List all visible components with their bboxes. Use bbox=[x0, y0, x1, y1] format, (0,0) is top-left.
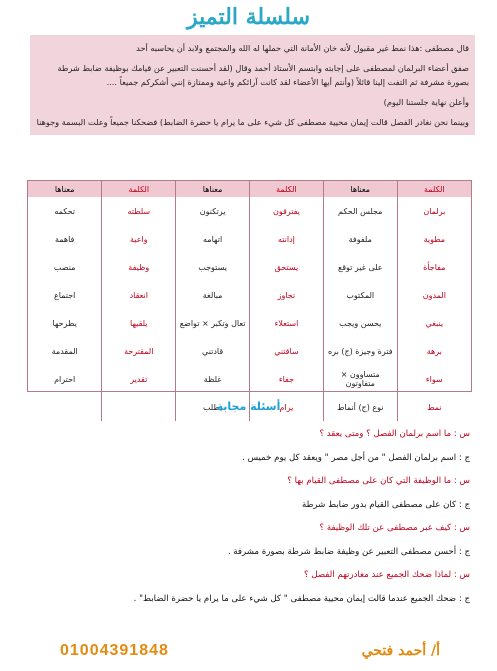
question-line: س : لماذا ضحك الجميع عند مغادرتهم الفصل ؟ bbox=[304, 570, 470, 580]
intro-paragraph-2: صفق أعضاء البرلمان لمصطفى على إجابته وابتسم الأستاذ أحمد وقال (لقد أحسنت التعبير عن قيامك بوظيفة ضابط شرطة بصورة مشرفة ثم التفت إلينا قائلاً (وأنتم أيها الأعضاء لقد كانت آرائكم واعية وممتازة إنني أشكركم جميعاً .... bbox=[57, 63, 469, 87]
vocab-meaning-cell: نوع (ج) أنماط bbox=[323, 393, 397, 421]
vocab-word-cell: تجاوز bbox=[250, 281, 324, 309]
question-line: س : ما الوظيفة التي كان على مصطفى القيام بها ؟ bbox=[287, 476, 470, 486]
vocab-meaning-cell: ملفوفة bbox=[323, 225, 397, 253]
vocab-word-cell: مفاجأة bbox=[397, 253, 471, 281]
question-line: س : كيف عبر مصطفى عن تلك الوظيفة ؟ bbox=[319, 523, 470, 533]
vocab-meaning-cell: يطرحها bbox=[52, 318, 77, 328]
vocab-meaning-cell: فاهمة bbox=[54, 234, 75, 244]
vocab-meaning-cell: غلظة bbox=[176, 365, 250, 393]
vocab-meaning-cell: منصب bbox=[53, 262, 76, 272]
column-header-meaning: معناها bbox=[176, 181, 250, 197]
vocab-word-cell: المدون bbox=[397, 281, 471, 309]
vocab-word-cell: يفترقون bbox=[250, 197, 324, 225]
vocab-meaning-cell: يطلب bbox=[176, 393, 250, 421]
vocab-word-cell: مطوية bbox=[397, 225, 471, 253]
vocab-word-cell: ساقتني bbox=[250, 337, 324, 365]
phone-number: 01004391848 bbox=[60, 642, 169, 659]
vocab-word-cell: جفاء bbox=[250, 365, 324, 393]
column-header-word: الكلمة bbox=[250, 181, 324, 197]
column-header-meaning: معناها bbox=[323, 181, 397, 197]
answer-line: ج : كان على مصطفى القيام بدور ضابط شرطة bbox=[301, 499, 470, 510]
table-header-row bbox=[28, 181, 471, 197]
vocab-meaning-cell: اجتماع bbox=[53, 290, 76, 300]
vocab-word-cell: نمط bbox=[397, 393, 471, 421]
column-header-word: الكلمة bbox=[397, 181, 471, 197]
vocab-word-cell: يستحق bbox=[250, 253, 324, 281]
vocab-meaning-cell: فترة وجيزة (ج) بره bbox=[323, 337, 397, 365]
footer bbox=[60, 642, 440, 660]
vocab-meaning-cell: احترام bbox=[54, 374, 76, 384]
column-header-meaning: معناها bbox=[28, 181, 102, 197]
vocab-meaning-cell: يحسن ويجب bbox=[323, 309, 397, 337]
vocab-word-cell: المقترحة bbox=[102, 337, 176, 365]
table-row bbox=[28, 337, 471, 365]
vocab-word-cell: إدانته bbox=[250, 225, 324, 253]
vocab-word-cell: يرام bbox=[250, 393, 324, 421]
vocab-word-cell: سواء bbox=[397, 365, 471, 393]
column-header-word: الكلمة bbox=[102, 181, 176, 197]
vocab-meaning-cell: مبالغة bbox=[176, 281, 250, 309]
vocab-meaning-cell: قادتني bbox=[176, 337, 250, 365]
vocab-meaning-cell: المكتوب bbox=[323, 281, 397, 309]
intro-paragraph-3: وأعلن نهاية جلستنا اليوم) bbox=[383, 97, 469, 107]
qa-section-title: أسئلة مجابة bbox=[216, 400, 281, 413]
table-row bbox=[28, 253, 471, 281]
author-name: أ/ أحمد فتحي bbox=[361, 643, 440, 659]
vocab-meaning-cell: يرتكنون bbox=[176, 197, 250, 225]
answer-line: ج : ضحك الجميع عندما قالت إيمان محيية مصطفى " كل شيء على ما يرام يا حضرة الضابط" . bbox=[133, 593, 470, 604]
answer-line: ج : أحسن مصطفى التعبير عن وظيفة ضابط شرطة بصورة مشرفة . bbox=[227, 546, 470, 557]
vocab-word-cell: واعية bbox=[102, 225, 176, 253]
vocab-meaning-cell: تعال وتكبر × تواضع bbox=[176, 309, 250, 337]
vocab-meaning-cell: يستوجب bbox=[176, 253, 250, 281]
vocab-meaning-cell: تحكمه bbox=[54, 206, 76, 216]
vocab-word-cell: سلطته bbox=[102, 197, 176, 225]
table-row bbox=[28, 309, 471, 337]
vocab-word-cell: يلقيها bbox=[102, 309, 176, 337]
qa-list bbox=[30, 423, 470, 611]
vocab-word-cell: برهة bbox=[397, 337, 471, 365]
vocab-meaning-cell: المقدمة bbox=[51, 346, 78, 356]
vocab-word-cell: تقدير bbox=[102, 365, 176, 393]
vocab-word-cell: برلمان bbox=[397, 197, 471, 225]
vocab-meaning-cell: على غير توقع bbox=[323, 253, 397, 281]
intro-box bbox=[30, 35, 475, 135]
vocab-word-cell: استعلاء bbox=[250, 309, 324, 337]
table-row bbox=[28, 225, 471, 253]
intro-paragraph-4: وبينما نحن نغادر الفصل قالت إيمان محيية مصطفى كل شيء على ما يرام يا حضرة الضابط) فضحكنا جميعاً وعلت البسمة وجوهنا bbox=[36, 117, 469, 127]
vocab-word-cell: ينبغي bbox=[397, 309, 471, 337]
intro-paragraph-1: قال مصطفى :هذا نمط غير مقبول لأنه خان الأمانة التي حملها له الله والمجتمع ولابد أن يحاسبه أحد bbox=[136, 43, 469, 53]
vocab-meaning-cell: اتهامه bbox=[176, 225, 250, 253]
vocabulary-table bbox=[28, 181, 471, 421]
answer-line: ج : اسم برلمان الفصل " من أجل مصر " ويعقد كل يوم خميس . bbox=[242, 452, 470, 463]
table-row bbox=[28, 281, 471, 309]
page-title: سلسلة التميز bbox=[186, 4, 311, 30]
table-row bbox=[28, 365, 471, 393]
question-line: س : ما اسم برلمان الفصل ؟ ومتى يعقد ؟ bbox=[319, 429, 470, 439]
vocab-word-cell: انعقاد bbox=[102, 281, 176, 309]
vocab-word-cell: وظيفة bbox=[102, 253, 176, 281]
table-row bbox=[28, 197, 471, 225]
vocab-meaning-cell: متساوون × متفاوتون bbox=[323, 365, 397, 393]
vocab-meaning-cell: مجلس الحكم bbox=[323, 197, 397, 225]
